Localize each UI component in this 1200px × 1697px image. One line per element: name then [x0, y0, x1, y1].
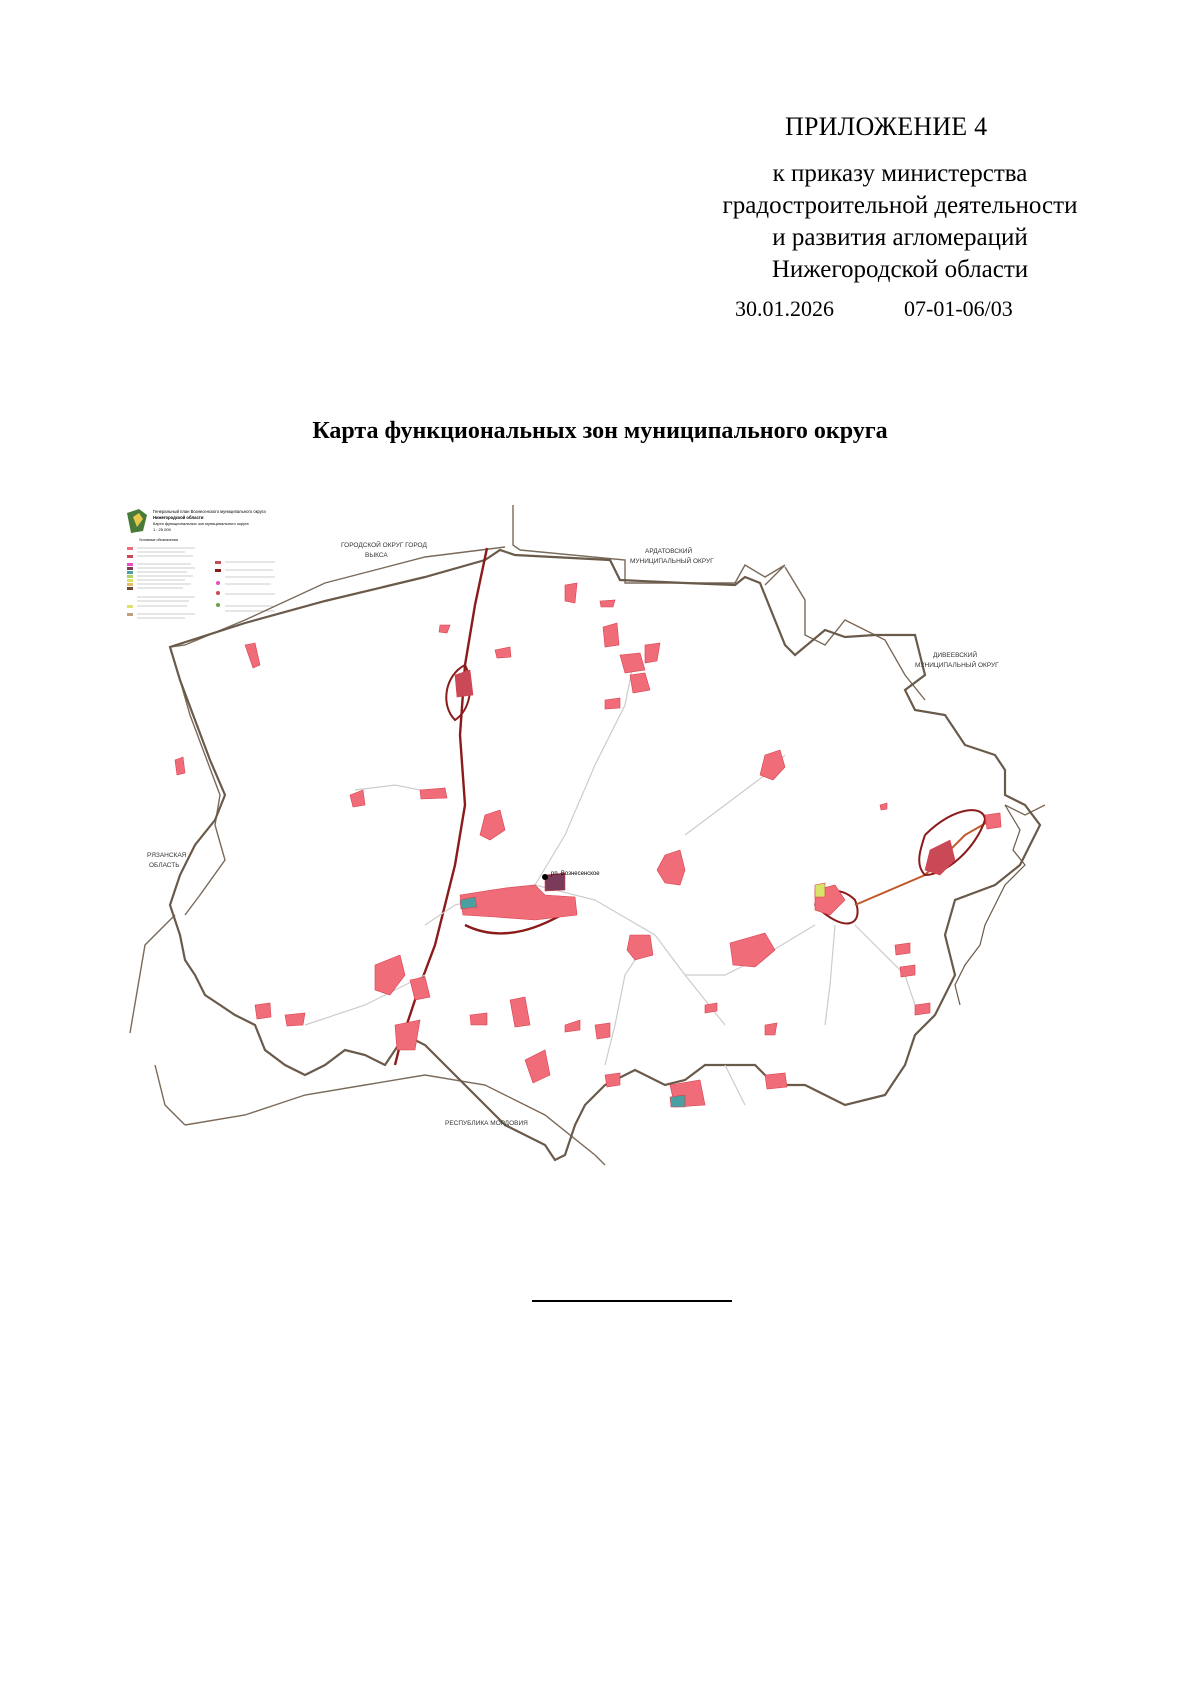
settlement-zone	[350, 790, 365, 807]
neighbor-label: МУНИЦИПАЛЬНЫЙ ОКРУГ	[630, 558, 714, 565]
legend-swatch	[127, 571, 133, 574]
legend-header-line: Карта функциональных зон муниципального округа	[153, 521, 249, 526]
legend-swatch	[127, 555, 133, 558]
settlement-zone	[765, 1073, 787, 1089]
settlement-zone	[880, 803, 887, 810]
legend-header-line: Генеральный план Вознесенского муниципального округа	[153, 509, 266, 514]
appendix-line: и развития агломераций	[772, 224, 1028, 251]
document-number: 07-01-06/03	[904, 296, 1013, 321]
settlement-zone	[900, 965, 915, 977]
neighbor-label: ВЫКСА	[365, 552, 388, 559]
legend-swatch	[127, 547, 133, 550]
settlement-zone	[375, 955, 405, 995]
settlement-zone	[730, 933, 775, 967]
document-date: 30.01.2026	[735, 296, 834, 321]
settlement-zone	[985, 813, 1001, 829]
settlement-zone	[420, 788, 447, 799]
neighbor-label: ОБЛАСТЬ	[149, 862, 180, 869]
settlement-zone	[510, 997, 530, 1027]
legend-swatch	[216, 581, 220, 585]
appendix-line: к приказу министерства	[772, 160, 1028, 187]
settlement-zone	[245, 643, 260, 668]
settlement-zone	[470, 1013, 487, 1025]
settlement-zone	[895, 943, 910, 955]
document-meta	[735, 296, 1170, 322]
neighbor-label: РЕСПУБЛИКА МОРДОВИЯ	[445, 1120, 528, 1127]
legend-swatch	[127, 563, 133, 566]
legend-header-line: Нижегородской области	[153, 515, 204, 520]
settlement-zone	[815, 883, 825, 897]
settlement-zone	[603, 623, 619, 647]
legend-header-line: 1 : 25 000	[153, 527, 171, 532]
appendix-line: градостроительной деятельности	[722, 192, 1078, 219]
settlement-zone	[495, 647, 511, 658]
settlement-zone	[480, 810, 505, 840]
settlement-zone	[670, 1095, 685, 1107]
settlement-zone	[925, 840, 955, 875]
neighbor-label: ГОРОДСКОЙ ОКРУГ ГОРОД	[341, 542, 427, 549]
settlement-zone	[455, 670, 473, 697]
settlement-zone	[705, 1003, 717, 1013]
settlement-zone	[255, 1003, 271, 1019]
map-title: Карта функциональных зон муниципального округа	[312, 418, 888, 444]
legend-swatch	[127, 567, 133, 570]
settlement-zone	[600, 600, 615, 607]
settlement-zone	[439, 625, 450, 633]
main-settlement-marker	[542, 874, 548, 880]
settlement-zone	[760, 750, 785, 780]
settlement-zone	[605, 1073, 620, 1087]
legend-section-title: Условные обозначения	[139, 538, 178, 542]
settlement-zone	[630, 673, 650, 693]
settlement-zone	[620, 653, 645, 673]
settlement-zone	[565, 1020, 580, 1032]
settlement-zone	[410, 977, 430, 1000]
legend-swatch	[127, 575, 133, 578]
neighbor-label: МУНИЦИПАЛЬНЫЙ ОКРУГ	[915, 662, 999, 669]
settlement-zone	[765, 1023, 777, 1035]
settlement-zone	[395, 1020, 420, 1050]
legend-swatch	[216, 591, 220, 595]
settlement-zone	[565, 583, 577, 603]
legend-swatch	[127, 605, 133, 608]
map-legend	[125, 505, 285, 625]
legend-swatch	[127, 583, 133, 586]
map-canvas	[125, 505, 1135, 1265]
settlement-zone	[605, 698, 620, 709]
functional-zones-map	[125, 505, 1135, 1265]
appendix-block	[690, 112, 1170, 322]
road-network	[305, 548, 1000, 1105]
neighbor-label: РЯЗАНСКАЯ	[147, 852, 187, 859]
appendix-line: Нижегородской области	[771, 256, 1029, 283]
footer-rule	[532, 1300, 732, 1302]
main-settlement-label: рп. Вознесенское	[551, 871, 600, 877]
appendix-title: ПРИЛОЖЕНИЕ 4	[785, 112, 988, 141]
neighbor-labels	[147, 540, 999, 1127]
appendix-lines	[690, 158, 1110, 286]
legend-swatch	[216, 603, 220, 607]
legend-swatch	[215, 561, 221, 564]
settlement-zones	[175, 583, 1001, 1107]
settlement-zone	[595, 1023, 610, 1039]
neighbor-label: ДИВЕЕВСКИЙ	[933, 652, 978, 659]
settlement-zone	[175, 757, 185, 775]
legend-swatch	[215, 569, 221, 572]
legend-swatch	[127, 587, 133, 590]
legend-swatch	[127, 613, 133, 616]
settlement-zone	[657, 850, 685, 885]
settlement-zone	[645, 643, 660, 663]
legend-swatch	[127, 579, 133, 582]
neighbor-label: АРДАТОВСКИЙ	[645, 548, 693, 555]
settlement-zone	[915, 1003, 930, 1015]
settlement-zone	[525, 1050, 550, 1083]
settlement-zone	[285, 1013, 305, 1026]
settlement-zone	[627, 935, 653, 960]
